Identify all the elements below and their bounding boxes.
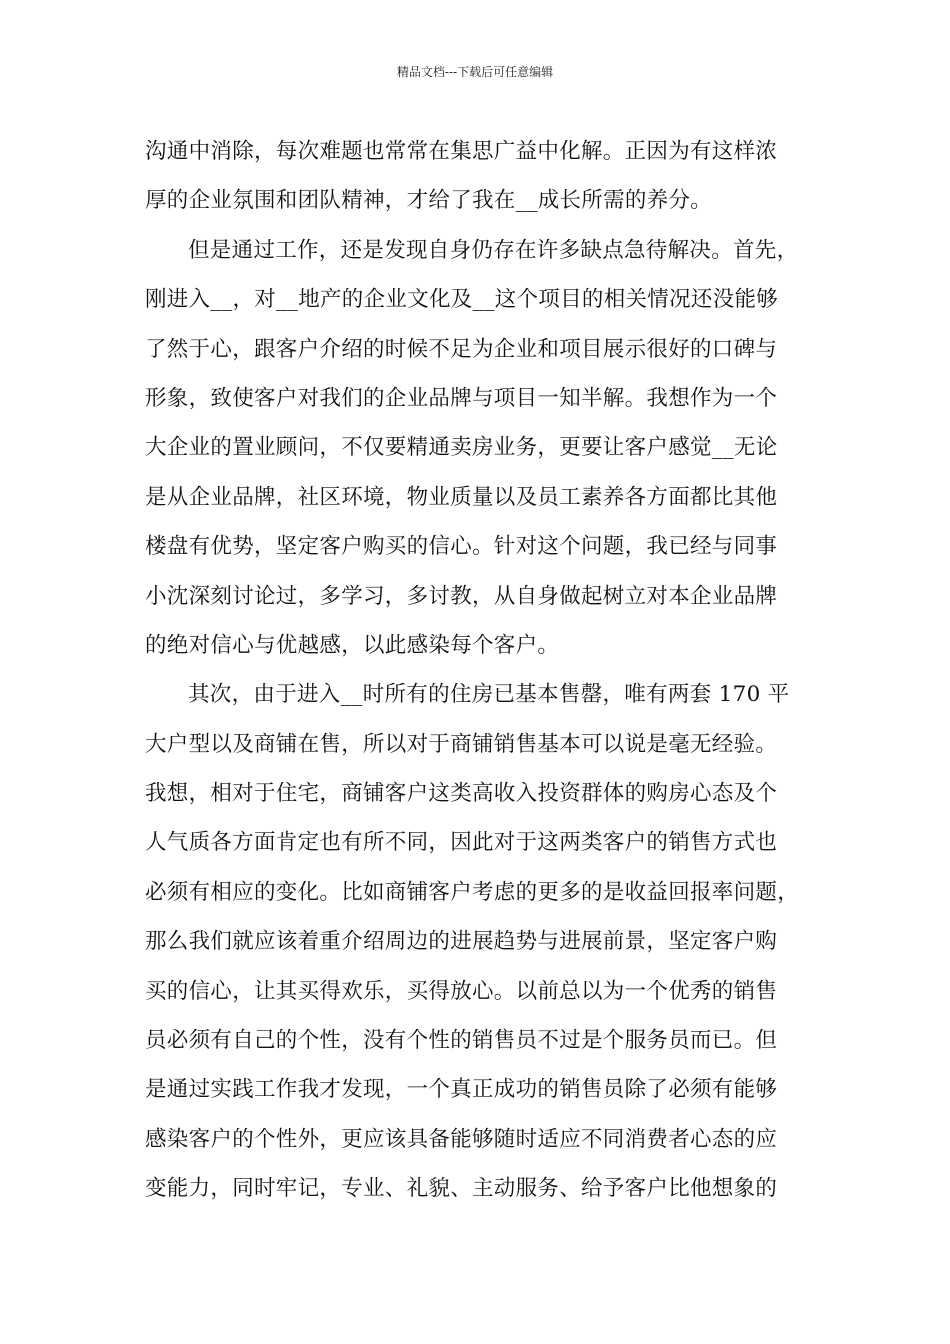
text-line: 买的信心，让其买得欢乐，买得放心。以前总以为一个优秀的销售 (145, 978, 778, 1004)
text-line: 沟通中消除，每次难题也常常在集思广益中化解。正因为有这样浓 (145, 139, 778, 164)
paragraph-start-line: 其次，由于进入__时所有的住房已基本售罄，唯有两套 170 平 (188, 682, 790, 708)
text-line: 刚进入__，对__地产的企业文化及__这个项目的相关情况还没能够 (145, 287, 779, 313)
text-line: 必须有相应的变化。比如商铺客户考虑的更多的是收益回报率问题， (145, 879, 800, 905)
page-header: 精品文档---下载后可任意编辑 (396, 65, 554, 79)
text-line: 了然于心，跟客户介绍的时候不足为企业和项目展示很好的口碑与 (145, 336, 778, 362)
text-line: 大户型以及商铺在售，所以对于商铺销售基本可以说是毫无经验。 (145, 731, 778, 757)
document-body (145, 132, 825, 1219)
text-line: 员必须有自己的个性，没有个性的销售员不过是个服务员而已。但 (145, 1028, 778, 1054)
text-line: 感染客户的个性外，更应该具备能够随时适应不同消费者心态的应 (145, 1126, 778, 1152)
text-line: 是通过实践工作我才发现，一个真正成功的销售员除了必须有能够 (145, 1077, 778, 1103)
paragraph-start-line: 但是通过工作，还是发现自身仍存在许多缺点急待解决。首先， (188, 237, 799, 263)
text-line: 变能力，同时牢记，专业、礼貌、主动服务、给予客户比他想象的 (145, 1176, 778, 1202)
text-line: 我想，相对于住宅，商铺客户这类高收入投资群体的购房心态及个 (145, 781, 778, 807)
text-line: 大企业的置业顾问，不仅要精通卖房业务，更要让客户感觉__无论 (145, 435, 778, 461)
text-line: 形象，致使客户对我们的企业品牌与项目一知半解。我想作为一个 (145, 385, 778, 411)
text-line: 那么我们就应该着重介绍周边的进展趋势与进展前景，坚定客户购 (145, 929, 778, 955)
text-line: 小沈深刻讨论过，多学习，多讨教，从自身做起树立对本企业品牌 (145, 583, 778, 609)
text-line: 的绝对信心与优越感，以此感染每个客户。 (145, 632, 560, 658)
text-line: 楼盘有优势，坚定客户购买的信心。针对这个问题，我已经与同事 (145, 534, 778, 560)
text-line: 是从企业品牌，社区环境，物业质量以及员工素养各方面都比其他 (145, 484, 778, 510)
text-line: 厚的企业氛围和团队精神，才给了我在__成长所需的养分。 (145, 188, 713, 214)
text-line: 人气质各方面肯定也有所不同，因此对于这两类客户的销售方式也 (145, 830, 778, 856)
